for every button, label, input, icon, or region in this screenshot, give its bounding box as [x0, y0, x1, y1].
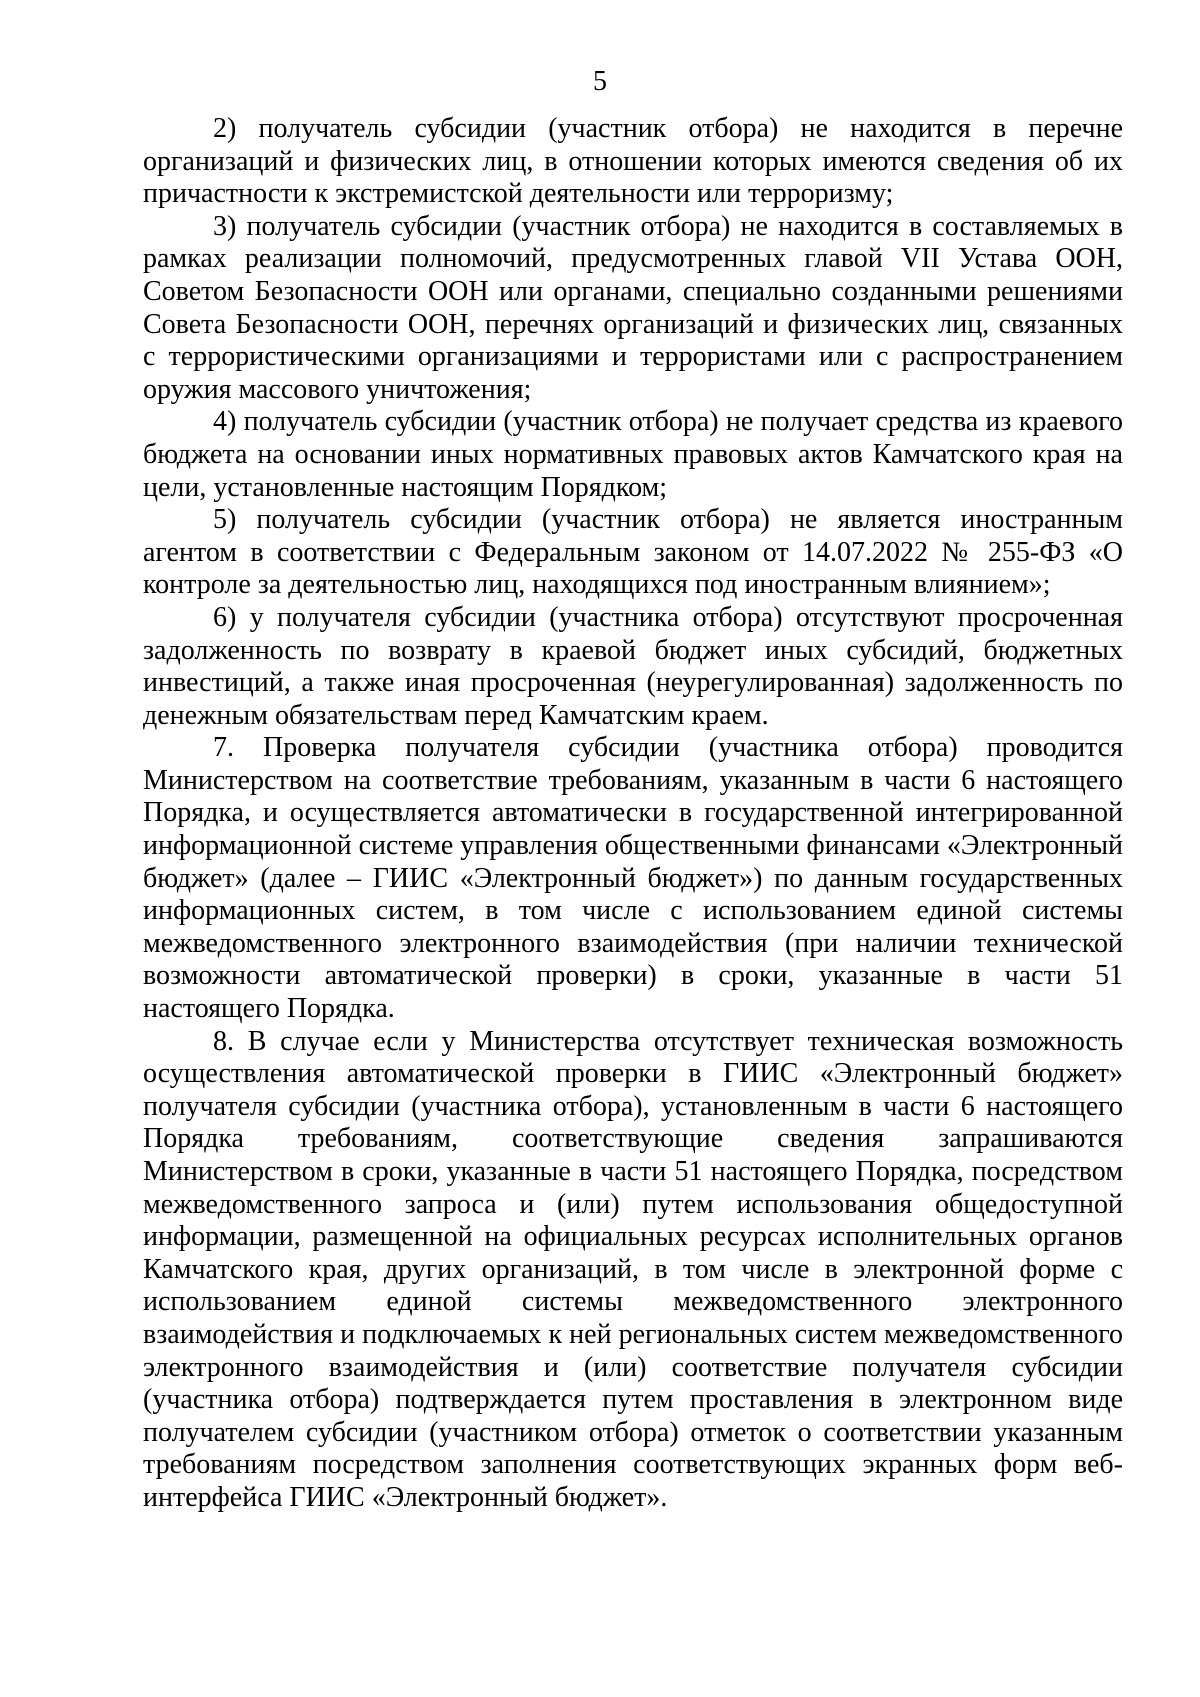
- paragraph-item-4: 4) получатель субсидии (участник отбора) не получает средства из краевого бюджета на основании иных нормативных правовых актов Камчатского края на цели, установленные настоящим Порядком;: [143, 406, 1123, 503]
- paragraph-item-3: 3) получатель субсидии (участник отбора) не находится в составляемых в рамках реализации полномочий, предусмотренных главой VII Устава ООН, Советом Безопасности ООН или органами, специально созданными решениями Совета Безопасности ООН, перечнях организаций и физических лиц, связанных с террористическими организациями и террористами или с распространением оружия массового уничтожения;: [143, 210, 1123, 405]
- paragraph-part-8: 8. В случае если у Министерства отсутствует техническая возможность осуществления автоматической проверки в ГИИС «Электронный бюджет» получателя субсидии (участника отбора), установленным в части 6 настоящего Порядка требованиям, соответствующие сведения запрашиваются Министерством в сроки, указанные в части 51 настоящего Порядка, посредством межведомственного запроса и (или) путем использования общедоступной информации, размещенной на официальных ресурсах исполнительных органов Камчатского края, других организаций, в том числе в электронной форме с использованием единой системы межведомственного электронного взаимодействия и подключаемых к ней региональных систем межведомственного электронного взаимодействия и (или) соответствие получателя субсидии (участника отбора) подтверждается путем проставления в электронном виде получателем субсидии (участником отбора) отметок о соответствии указанным требованиям посредством заполнения соответствующих экранных форм веб-интерфейса ГИИС «Электронный бюджет».: [143, 1025, 1123, 1513]
- paragraph-item-2: 2) получатель субсидии (участник отбора) не находится в перечне организаций и физических лиц, в отношении которых имеются сведения об их причастности к экстремистской деятельности или терроризму;: [143, 113, 1123, 210]
- paragraph-item-5: 5) получатель субсидии (участник отбора) не является иностранным агентом в соответствии с Федеральным законом от 14.07.2022 № 255-ФЗ «О контроле за деятельностью лиц, находящихся под иностранным влиянием»;: [143, 504, 1123, 601]
- document-body: [143, 113, 1123, 1515]
- page-number: 5: [593, 66, 607, 97]
- paragraph-item-6: 6) у получателя субсидии (участника отбора) отсутствуют просроченная задолженность по возврату в краевой бюджет иных субсидий, бюджетных инвестиций, а также иная просроченная (неурегулированная) задолженность по денежным обязательствам перед Камчатским краем.: [143, 601, 1123, 731]
- paragraph-part-7: 7. Проверка получателя субсидии (участника отбора) проводится Министерством на соответствие требованиям, указанным в части 6 настоящего Порядка, и осуществляется автоматически в государственной интегрированной информационной системе управления общественными финансами «Электронный бюджет» (далее – ГИИС «Электронный бюджет») по данным государственных информационных систем, в том числе с использованием единой системы межведомственного электронного взаимодействия (при наличии технической возможности автоматической проверки) в сроки, указанные в части 51 настоящего Порядка.: [143, 732, 1123, 1025]
